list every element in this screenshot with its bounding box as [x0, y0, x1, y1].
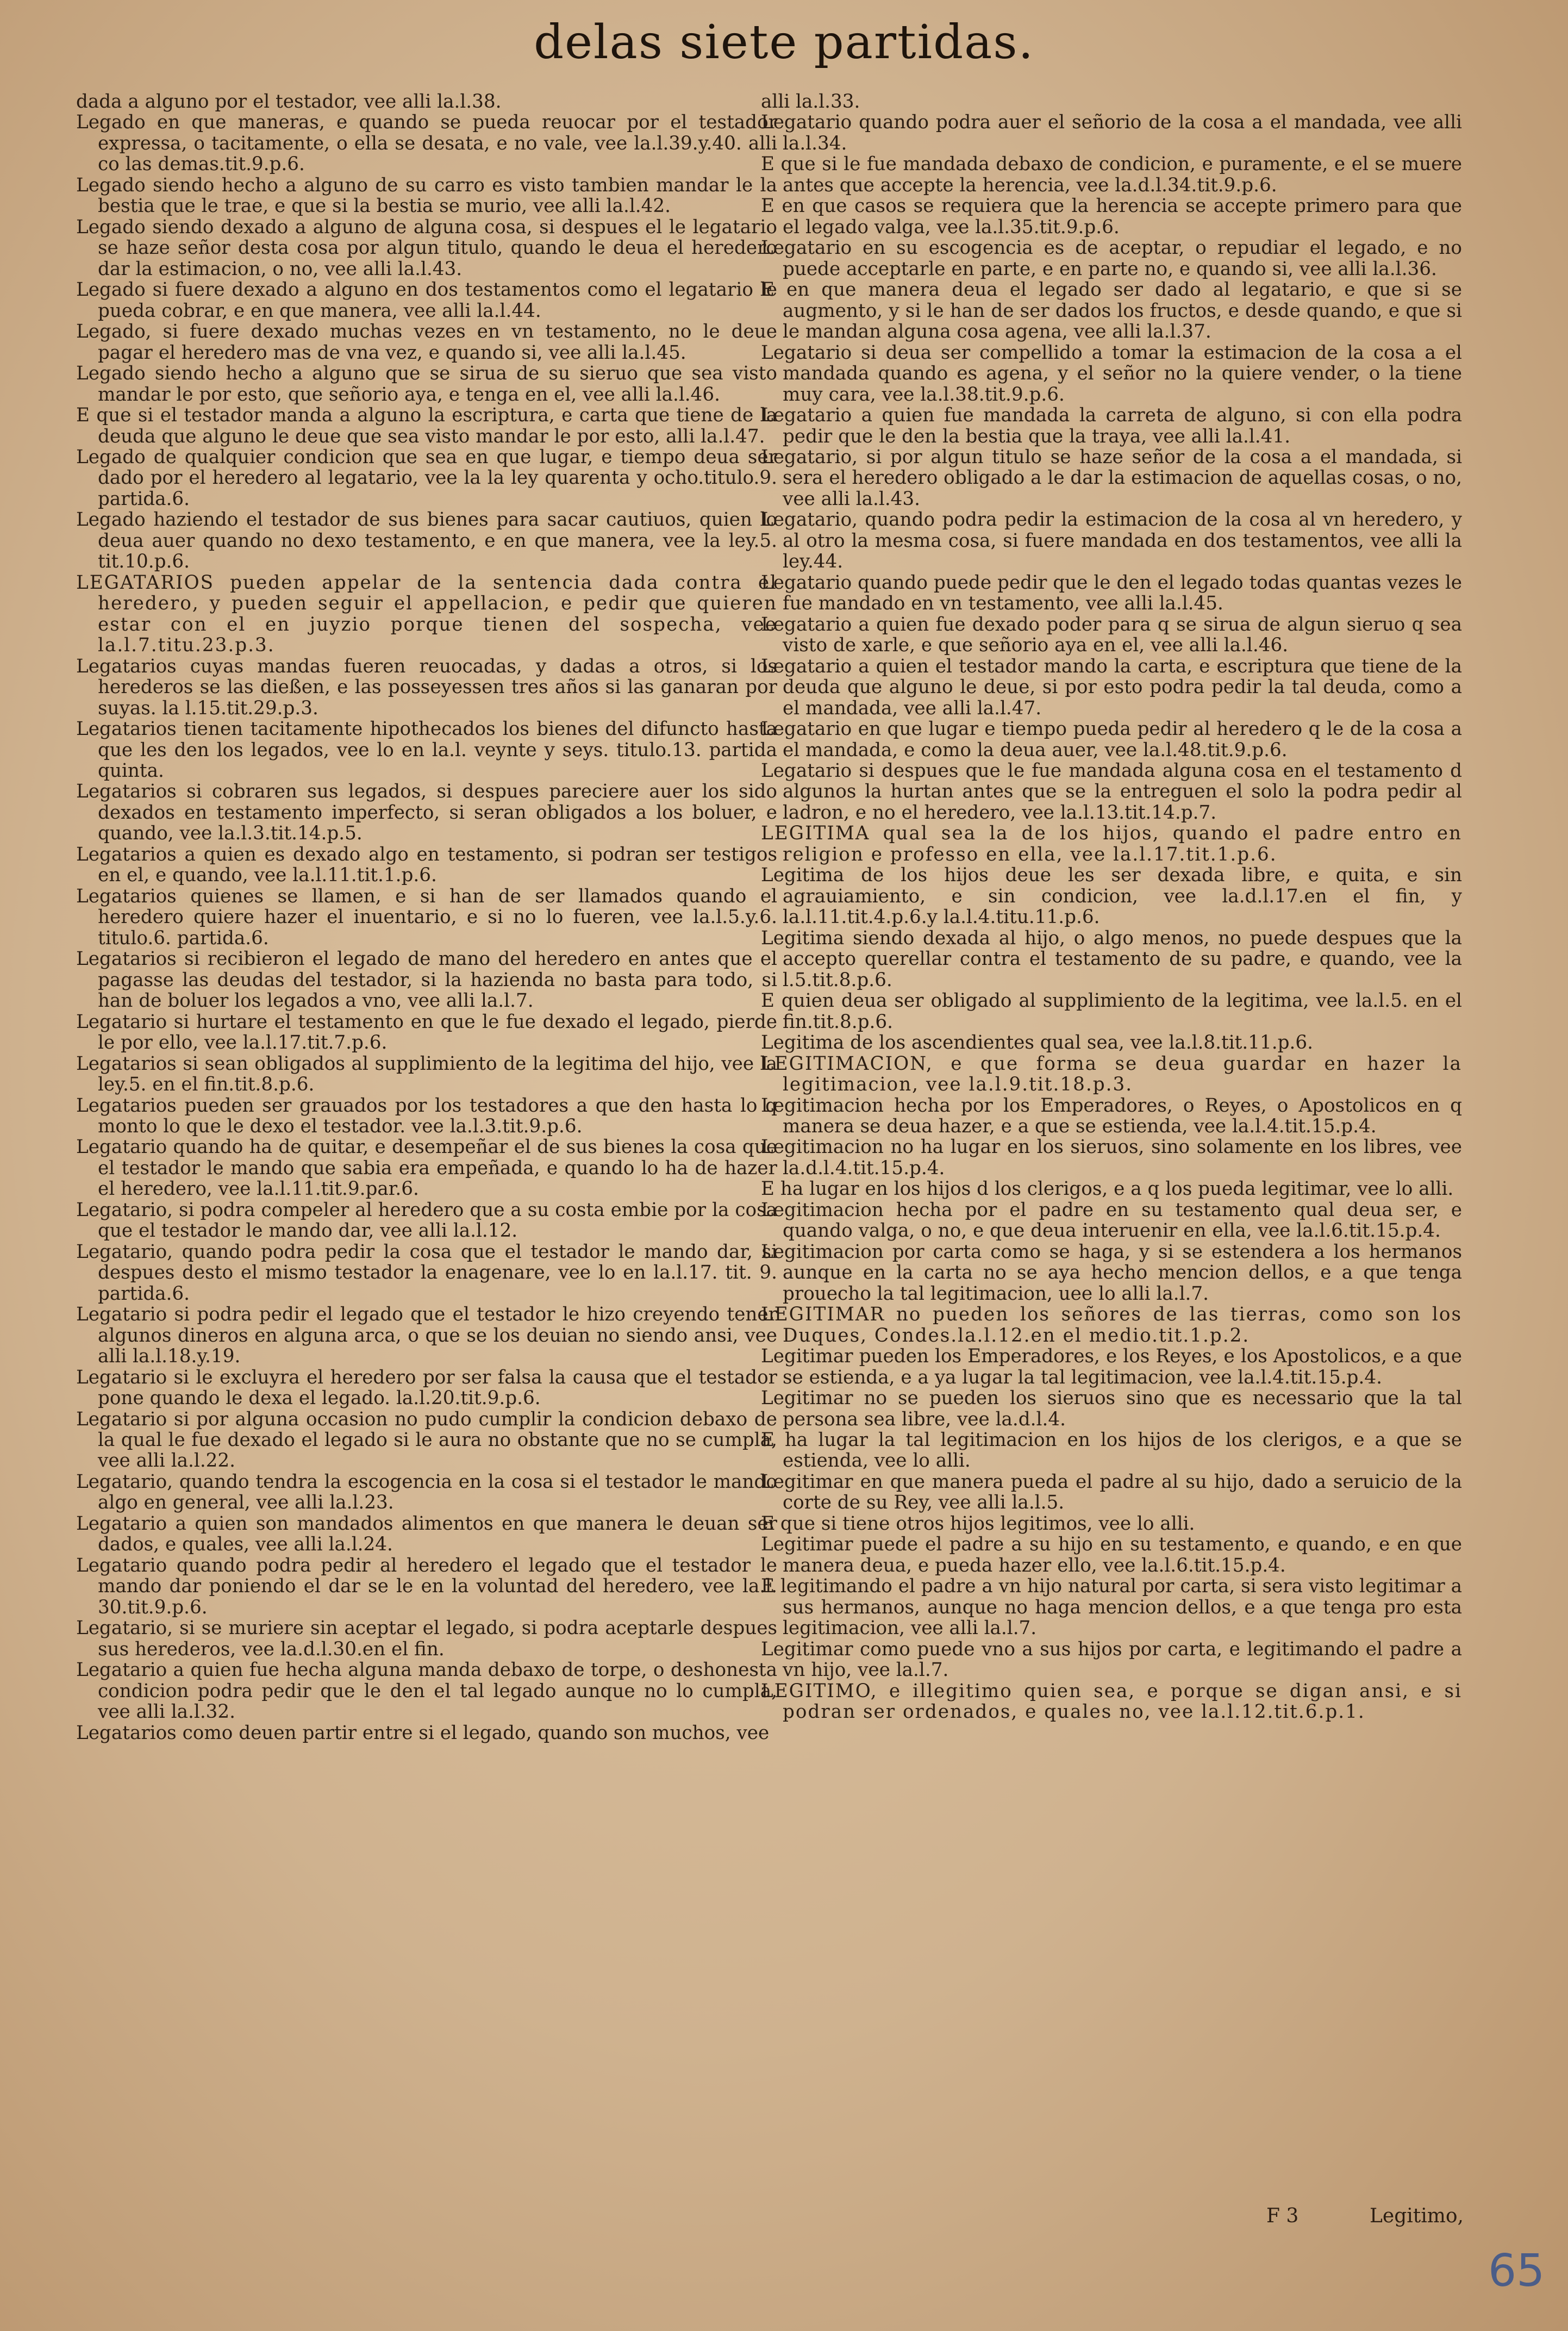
index-entry: Legatario, quando tendra la escogencia en la cosa si el testador le mando algo en general, vee alli la.l.23.	[76, 1470, 777, 1514]
index-entry: Legitimacion no ha lugar en los sieruos, sino solamente en los libres, vee la.d.l.4.tit.15.p.4.	[761, 1136, 1462, 1179]
index-entry: Legitimacion hecha por el padre en su testamento qual deua ser, e quando valga, o no, e que deua interuenir en ella, vee la.l.6.tit.15.p.4.	[761, 1199, 1462, 1242]
index-entry: Legatarios si recibieron el legado de mano del heredero en antes que el pagasse las deudas del testador, si la hazienda no basta para todo, si han de boluer los legados a vno, vee alli la.l.7.	[76, 948, 777, 1012]
index-entry: alli la.l.33.	[761, 91, 860, 113]
index-entry: Legatario si despues que le fue mandada alguna cosa en el testamento d algunos la hurtan antes que se la entreguen el solo la podra pedir al ladron, e no el heredero, vee la.l.13.tit.14.p.7.	[761, 760, 1462, 824]
index-entry: Legatario a quien fue hecha alguna manda debaxo de torpe, o deshonesta condicion podra pedir que le den el tal legado aunque no lo cumpla, vee alli la.l.32.	[76, 1659, 777, 1723]
index-entry: Legatarios tienen tacitamente hipothecados los bienes del difuncto hasta que les den los legados, vee lo en la.l. veynte y seys. titulo.13. partida quinta.	[76, 718, 777, 782]
index-entry: Legitimar no se pueden los sieruos sino que es necessario que la tal persona sea libre, vee la.d.l.4.	[761, 1387, 1462, 1430]
index-entry: Legatario si deua ser compellido a tomar la estimacion de la cosa a el mandada quando es agena, y el señor no la quiere vender, o la tiene muy cara, vee la.l.38.tit.9.p.6.	[761, 341, 1462, 406]
index-entry: E en que manera deua el legado ser dado al legatario, e que si se augmento, y si le han de ser dados los fructos, e desde quando, e que si le mandan alguna cosa agena, vee alli la.l.37.	[761, 279, 1462, 343]
index-entry: Legitima de los hijos deue les ser dexada libre, e quita, e sin agrauiamiento, e sin condicion, vee la.d.l.17.en el fin, y la.l.11.tit.4.p.6.y la.l.4.titu.11.p.6.	[761, 864, 1462, 928]
index-entry: Legatario en que lugar e tiempo pueda pedir al heredero q le de la cosa a el mandada, e como la deua auer, vee la.l.48.tit.9.p.6.	[761, 718, 1462, 761]
index-entry: Legatario a quien son mandados alimentos en que manera le deuan ser dados, e quales, vee alli la.l.24.	[76, 1512, 777, 1556]
signature-mark: F 3	[1266, 2205, 1299, 2227]
index-entry: Legatario quando podra auer el señorio de la cosa a el mandada, vee alli la.l.34.	[761, 111, 1462, 154]
index-entry: Legatario quando ha de quitar, e desempeñar el de sus bienes la cosa que el testador le mando que sabia era empeñada, e quando lo ha de hazer el heredero, vee la.l.11.tit.9.par.6.	[76, 1136, 777, 1200]
right-column	[761, 91, 1462, 1723]
index-entry: Legatarios a quien es dexado algo en testamento, si podran ser testigos en el, e quando, vee la.l.11.tit.1.p.6.	[76, 843, 777, 887]
index-entry: Legatario, quando podra pedir la cosa que el testador le mando dar, si despues desto el mismo testador la enagenare, vee lo en la.l.17. tit. 9. partida.6.	[76, 1241, 777, 1305]
index-entry: E que si le fue mandada debaxo de condicion, e puramente, e el se muere antes que accepte la herencia, vee la.d.l.34.tit.9.p.6.	[761, 153, 1462, 196]
catchword: Legitimo,	[1370, 2205, 1464, 2227]
index-entry: Legatario quando puede pedir que le den el legado todas quantas vezes le fue mandado en vn testamento, vee alli la.l.45.	[761, 571, 1462, 615]
index-entry: Legado siendo dexado a alguno de alguna cosa, si despues el le legatario se haze señor desta cosa por algun titulo, quando le deua el heredero dar la estimacion, o no, vee alli la.l.43.	[76, 216, 777, 280]
index-entry: Legitimacion hecha por los Emperadores, o Reyes, o Apostolicos en q manera se deua hazer, e a que se estienda, vee la.l.4.tit.15.p.4.	[761, 1094, 1462, 1137]
index-entry: E que si el testador manda a alguno la escriptura, e carta que tiene de la deuda que alguno le deue que sea visto mandar le por esto, alli la.l.47.	[76, 404, 777, 447]
index-entry: Legitimar como puede vno a sus hijos por carta, e legitimando el padre a vn hijo, vee la.l.7.	[761, 1638, 1462, 1681]
index-entry: Legatario, si se muriere sin aceptar el legado, si podra aceptarle despues sus herederos, vee la.d.l.30.en el fin.	[76, 1617, 777, 1660]
index-entry: Legitima de los ascendientes qual sea, vee la.l.8.tit.11.p.6.	[761, 1032, 1314, 1054]
index-entry: Legatario, si podra compeler al heredero que a su costa embie por la cosa que el testador le mando dar, vee alli la.l.12.	[76, 1199, 777, 1242]
index-entry: E ha lugar en los hijos d los clerigos, e a q los pueda legitimar, vee lo alli.	[761, 1178, 1454, 1200]
index-entry: E en que casos se requiera que la herencia se accepte primero para que el legado valga, vee la.l.35.tit.9.p.6.	[761, 195, 1462, 238]
index-entry: LEGITIMO, e illegitimo quien sea, e porque se digan ansi, e si podran ser ordenados, e quales no, vee la.l.12.tit.6.p.1.	[761, 1680, 1462, 1723]
index-entry: Legado haziendo el testador de sus bienes para sacar cautiuos, quien lo deua auer quando no dexo testamento, e en que manera, vee la ley.5. tit.10.p.6.	[76, 509, 777, 573]
index-entry: Legado en que maneras, e quando se pueda reuocar por el testador expressa, o tacitamente, o ella se desata, e no vale, vee la.l.39.y.40. alli co las demas.tit.9.p.6.	[76, 111, 777, 176]
index-entry: Legatario en su escogencia es de aceptar, o repudiar el legado, e no puede acceptarle en parte, e en parte no, e quando si, vee alli la.l.36.	[761, 237, 1462, 280]
index-entry: E que si tiene otros hijos legitimos, vee lo alli.	[761, 1512, 1195, 1535]
index-entry: Legitimar pueden los Emperadores, e los Reyes, e los Apostolicos, e a que se estienda, e a ya lugar la tal legitimacion, vee la.l.4.tit.15.p.4.	[761, 1345, 1462, 1388]
index-entry: Legado siendo hecho a alguno que se sirua de su sieruo que sea visto mandar le por esto, que señorio aya, e tenga en el, vee alli la.l.46.	[76, 363, 777, 406]
index-entry: LEGATARIOS pueden appelar de la sentencia dada contra el heredero, y pueden seguir el appellacion, e pedir que quieren estar con el en juyzio porque tienen del sospecha, vee la.l.7.titu.23.p.3.	[76, 571, 777, 657]
index-entry: Legitimar en que manera pueda el padre al su hijo, dado a seruicio de la corte de su Rey, vee alli la.l.5.	[761, 1470, 1462, 1514]
index-entry: Legatarios si sean obligados al supplimiento de la legitima del hijo, vee la ley.5. en el fin.tit.8.p.6.	[76, 1052, 777, 1096]
left-column	[76, 91, 777, 1743]
index-entry: Legado, si fuere dexado muchas vezes en vn testamento, no le deue pagar el heredero mas de vna vez, e quando si, vee alli la.l.45.	[76, 321, 777, 364]
index-entry: Legatarios si cobraren sus legados, si despues pareciere auer los sido dexados en testamento imperfecto, si seran obligados a los boluer, e quando, vee la.l.3.tit.14.p.5.	[76, 781, 777, 845]
index-entry: Legatarios pueden ser grauados por los testadores a que den hasta lo q monto lo que le dexo el testador. vee la.l.3.tit.9.p.6.	[76, 1094, 777, 1137]
index-entry: LEGITIMA qual sea la de los hijos, quando el padre entro en religion e professo en ella, vee la.l.17.tit.1.p.6.	[761, 822, 1462, 865]
index-entry: Legado de qualquier condicion que sea en que lugar, e tiempo deua ser dado por el heredero al legatario, vee la la ley quarenta y ocho.titulo.9. partida.6.	[76, 446, 777, 510]
index-entry: E quien deua ser obligado al supplimiento de la legitima, vee la.l.5. en el fin.tit.8.p.6.	[761, 990, 1462, 1033]
folio-number: 65	[1488, 2245, 1545, 2297]
index-entry: Legatario si podra pedir el legado que el testador le hizo creyendo tener algunos dineros en alguna arca, o que se los deuian no siendo ansi, vee alli la.l.18.y.19.	[76, 1304, 777, 1368]
index-entry: Legatario, quando podra pedir la estimacion de la cosa al vn heredero, y al otro la mesma cosa, si fuere mandada en dos testamentos, vee alli la ley.44.	[761, 509, 1462, 573]
index-entry: Legatario a quien fue mandada la carreta de alguno, si con ella podra pedir que le den la bestia que la traya, vee alli la.l.41.	[761, 404, 1462, 447]
index-entry: Legatario, si por algun titulo se haze señor de la cosa a el mandada, si sera el heredero obligado a le dar la estimacion de aquellas cosas, o no, vee alli la.l.43.	[761, 446, 1462, 510]
index-entry: LEGITIMACION, e que forma se deua guardar en hazer la legitimacion, vee la.l.9.tit.18.p.3.	[761, 1052, 1462, 1096]
index-entry: Legatarios como deuen partir entre si el legado, quando son muchos, vee	[76, 1722, 770, 1744]
index-entry: E legitimando el padre a vn hijo natural por carta, si sera visto legitimar a sus hermanos, aunque no haga mencion dellos, e a que tenga pro esta legitimacion, vee alli la.l.7.	[761, 1575, 1462, 1640]
index-entry: dada a alguno por el testador, vee alli la.l.38.	[76, 91, 502, 113]
index-entry: Legado siendo hecho a alguno de su carro es visto tambien mandar le la bestia que le trae, e que si la bestia se murio, vee alli la.l.42.	[76, 174, 777, 217]
index-entry: Legitimar puede el padre a su hijo en su testamento, e quando, e en que manera deua, e pueda hazer ello, vee la.l.6.tit.15.p.4.	[761, 1534, 1462, 1576]
index-entry: Legatario a quien el testador mando la carta, e escriptura que tiene de la deuda que alguno le deue, si por esto podra pedir la tal deuda, como a el mandada, vee alli la.l.47.	[761, 655, 1462, 719]
index-entry: Legatario si hurtare el testamento en que le fue dexado el legado, pierde le por ello, vee la.l.17.tit.7.p.6.	[76, 1011, 777, 1054]
index-entry: Legado si fuere dexado a alguno en dos testamentos como el legatario le pueda cobrar, e en que manera, vee alli la.l.44.	[76, 279, 777, 322]
index-entry: Legatarios cuyas mandas fueren reuocadas, y dadas a otros, si los herederos se las dießen, e las posseyessen tres años si las ganaran por suyas. la l.15.tit.29.p.3.	[76, 655, 777, 719]
index-entry: Legatarios quienes se llamen, e si han de ser llamados quando el heredero quiere hazer el inuentario, e si no lo fueren, vee la.l.5.y.6. titulo.6. partida.6.	[76, 885, 777, 949]
index-entry: LEGITIMAR no pueden los señores de las tierras, como son los Duques, Condes.la.l.12.en el medio.tit.1.p.2.	[761, 1304, 1462, 1347]
index-entry: Legitimacion por carta como se haga, y si se estendera a los hermanos aunque en la carta no se aya hecho mencion dellos, e a que tenga prouecho la tal legitimacion, uee lo alli la.l.7.	[761, 1241, 1462, 1305]
running-header: delas siete partidas.	[534, 15, 1034, 70]
index-entry: Legatario quando podra pedir al heredero el legado que el testador le mando dar poniendo el dar se le en la voluntad del heredero, vee la.l. 30.tit.9.p.6.	[76, 1554, 777, 1618]
index-entry: E ha lugar la tal legitimacion en los hijos de los clerigos, e a que se estienda, vee lo alli.	[761, 1429, 1462, 1472]
index-entry: Legatario si le excluyra el heredero por ser falsa la causa que el testador pone quando le dexa el legado. la.l.20.tit.9.p.6.	[76, 1366, 777, 1410]
index-entry: Legatario si por alguna occasion no pudo cumplir la condicion debaxo de la qual le fue dexado el legado si le aura no obstante que no se cumpla, vee alli la.l.22.	[76, 1408, 777, 1472]
index-entry: Legitima siendo dexada al hijo, o algo menos, no puede despues que la accepto querellar contra el testamento de su padre, e quando, vee la l.5.tit.8.p.6.	[761, 927, 1462, 991]
index-entry: Legatario a quien fue dexado poder para q se sirua de algun sieruo q sea visto de xarle, e que señorio aya en el, vee alli la.l.46.	[761, 613, 1462, 657]
